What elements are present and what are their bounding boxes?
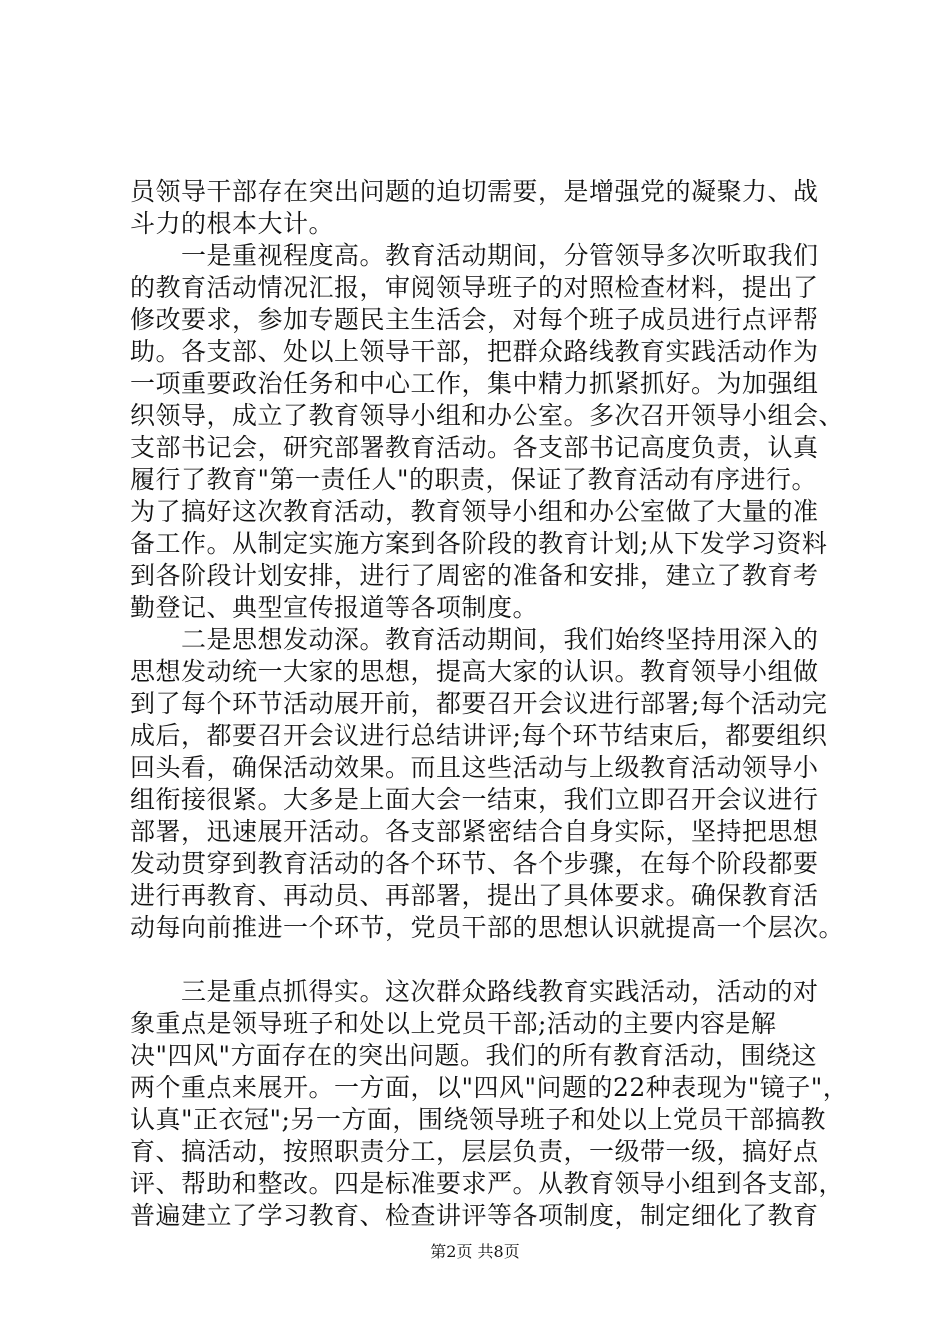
body-text-line: 进行再教育、再动员、再部署，提出了具体要求。确保教育活: [130, 881, 819, 910]
body-text-line: 到各阶段计划安排，进行了周密的准备和安排，建立了教育考: [130, 561, 819, 590]
body-text-line: 支部书记会，研究部署教育活动。各支部书记高度负责，认真: [130, 433, 819, 462]
body-text-line: 员领导干部存在突出问题的迫切需要，是增强党的凝聚力、战: [130, 177, 819, 206]
body-text-line: 一是重视程度高。教育活动期间，分管领导多次听取我们: [130, 241, 819, 270]
body-text-line: 思想发动统一大家的思想，提高大家的认识。教育领导小组做: [130, 657, 819, 686]
body-text-line: 到了每个环节活动展开前，都要召开会议进行部署;每个活动完: [130, 689, 828, 718]
body-text-line: 勤登记、典型宣传报道等各项制度。: [130, 593, 539, 622]
body-text-line: 一项重要政治任务和中心工作，集中精力抓紧抓好。为加强组: [130, 369, 819, 398]
body-text-line: 斗力的根本大计。: [130, 209, 335, 238]
body-text-line: 成后，都要召开会议进行总结讲评;每个环节结束后，都要组织: [130, 721, 828, 750]
body-text-line: 回头看，确保活动效果。而且这些活动与上级教育活动领导小: [130, 753, 819, 782]
body-text-line: 部署，迅速展开活动。各支部紧密结合自身实际，坚持把思想: [130, 817, 819, 846]
body-text-line: 履行了教育"第一责任人"的职责，保证了教育活动有序进行。: [130, 465, 818, 494]
body-text-line: 动每向前推进一个环节，党员干部的思想认识就提高一个层次。: [130, 913, 845, 942]
body-text-line: 决"四风"方面存在的突出问题。我们的所有教育活动，围绕这: [130, 1041, 818, 1070]
body-text-line: 助。各支部、处以上领导干部，把群众路线教育实践活动作为: [130, 337, 819, 366]
body-text-line: 评、帮助和整改。四是标准要求严。从教育领导小组到各支部，: [130, 1169, 845, 1198]
body-text-line: 认真"正衣冠";另一方面，围绕领导班子和处以上党员干部搞教: [130, 1105, 826, 1134]
body-text-line: 象重点是领导班子和处以上党员干部;活动的主要内容是解: [130, 1009, 777, 1038]
body-text-line: 育、搞活动，按照职责分工，层层负责，一级带一级，搞好点: [130, 1137, 819, 1166]
body-text-line: 两个重点来展开。一方面，以"四风"问题的22种表现为"镜子"，: [130, 1073, 849, 1102]
body-text-line: 普遍建立了学习教育、检查讲评等各项制度，制定细化了教育: [130, 1201, 819, 1230]
body-text-line: 三是重点抓得实。这次群众路线教育实践活动，活动的对: [130, 977, 819, 1006]
body-text-line: 修改要求，参加专题民主生活会，对每个班子成员进行点评帮: [130, 305, 819, 334]
body-text-line: 二是思想发动深。教育活动期间，我们始终坚持用深入的: [130, 625, 819, 654]
body-text-line: 备工作。从制定实施方案到各阶段的教育计划;从下发学习资料: [130, 529, 828, 558]
body-text-line: 织领导，成立了教育领导小组和办公室。多次召开领导小组会、: [130, 401, 845, 430]
body-text-line: 为了搞好这次教育活动，教育领导小组和办公室做了大量的准: [130, 497, 819, 526]
body-text-line: 的教育活动情况汇报，审阅领导班子的对照检查材料，提出了: [130, 273, 819, 302]
page-number-footer: 第2页 共8页: [430, 1242, 520, 1261]
body-text-line: 组衔接很紧。大多是上面大会一结束，我们立即召开会议进行: [130, 785, 819, 814]
body-text-line: 发动贯穿到教育活动的各个环节、各个步骤，在每个阶段都要: [130, 849, 819, 878]
